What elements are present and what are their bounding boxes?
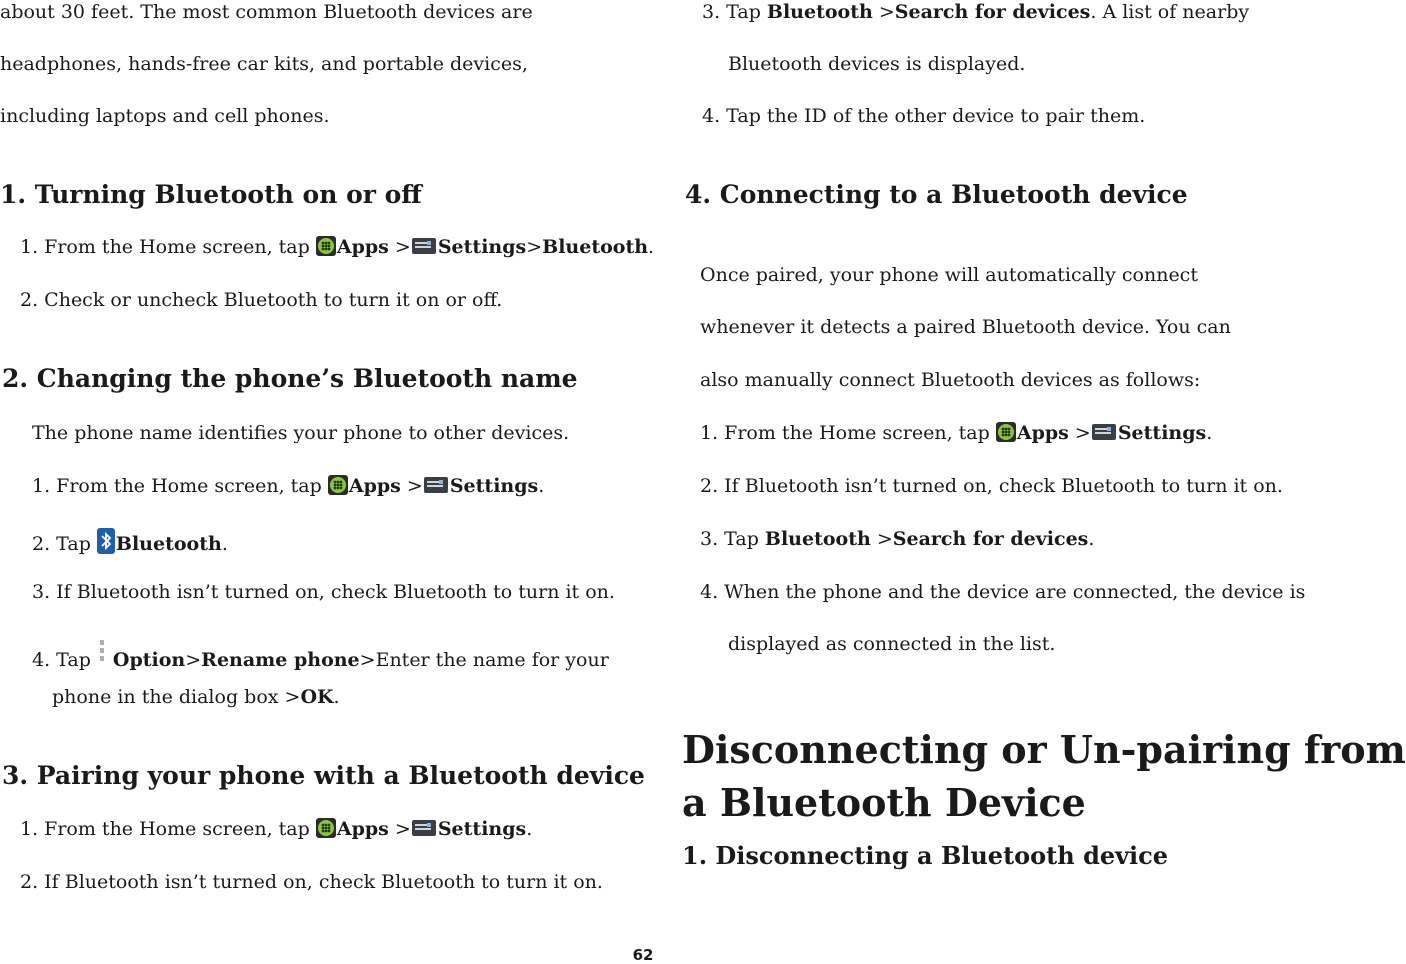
apps-icon	[316, 818, 336, 838]
page-number: 62	[632, 946, 654, 964]
settings-icon	[423, 475, 449, 495]
s4-intro-1: Once paired, your phone will automatically connect	[700, 264, 1198, 286]
s2-step-4-cont: phone in the dialog box >OK.	[52, 686, 340, 708]
big-title-line-1: Disconnecting or Un-pairing from	[682, 727, 1406, 772]
r-step-3: 3. Tap Bluetooth >Search for devices. A list of nearby	[702, 1, 1250, 23]
s4-step-3: 3. Tap Bluetooth >Search for devices.	[700, 528, 1095, 550]
settings-icon	[411, 818, 437, 838]
s4-step-4-cont: displayed as connected in the list.	[728, 633, 1056, 655]
s4-step-4: 4. When the phone and the device are connected, the device is	[700, 581, 1306, 603]
s2-step-4: 4. Tap Option>Rename phone>Enter the name for your	[32, 640, 609, 672]
s4-intro-2: whenever it detects a paired Bluetooth device. You can	[700, 316, 1231, 338]
s2-step-1: 1. From the Home screen, tap Apps > Settings.	[32, 475, 545, 497]
intro-line-3: including laptops and cell phones.	[0, 105, 330, 127]
apps-icon	[996, 422, 1016, 442]
section-1-heading: 1. Turning Bluetooth on or off	[0, 180, 422, 209]
r-step-4: 4. Tap the ID of the other device to pair them.	[702, 105, 1146, 127]
s2-step-2: 2. Tap Bluetooth.	[32, 528, 228, 556]
intro-line-1: about 30 feet. The most common Bluetooth devices are	[0, 1, 533, 23]
s2-step-3: 3. If Bluetooth isn’t turned on, check Bluetooth to turn it on.	[32, 581, 615, 603]
r-step-3-cont: Bluetooth devices is displayed.	[728, 53, 1026, 75]
section-5-heading: 1. Disconnecting a Bluetooth device	[682, 841, 1169, 870]
settings-icon	[411, 236, 437, 256]
bluetooth-icon	[97, 528, 115, 554]
big-title-line-2: a Bluetooth Device	[682, 780, 1086, 825]
section-2-heading: 2. Changing the phone’s Bluetooth name	[2, 364, 578, 393]
section-4-heading: 4. Connecting to a Bluetooth device	[685, 180, 1188, 209]
s4-step-2: 2. If Bluetooth isn’t turned on, check Bluetooth to turn it on.	[700, 475, 1283, 497]
s3-step-1: 1. From the Home screen, tap Apps > Settings.	[20, 818, 533, 840]
s2-intro: The phone name identifies your phone to other devices.	[32, 422, 570, 444]
s1-step-2: 2. Check or uncheck Bluetooth to turn it on or off.	[20, 289, 503, 311]
s4-step-1: 1. From the Home screen, tap Apps > Settings.	[700, 422, 1213, 444]
apps-icon	[316, 236, 336, 256]
s4-intro-3: also manually connect Bluetooth devices as follows:	[700, 369, 1201, 391]
settings-icon	[1091, 422, 1117, 442]
section-3-heading: 3. Pairing your phone with a Bluetooth device	[2, 761, 645, 790]
apps-icon	[328, 475, 348, 495]
s1-step-1: 1. From the Home screen, tap Apps > Settings>Bluetooth.	[20, 236, 655, 258]
s3-step-2: 2. If Bluetooth isn’t turned on, check Bluetooth to turn it on.	[20, 871, 603, 893]
menu-dots-icon	[97, 640, 107, 668]
intro-line-2: headphones, hands-free car kits, and portable devices,	[0, 53, 528, 75]
